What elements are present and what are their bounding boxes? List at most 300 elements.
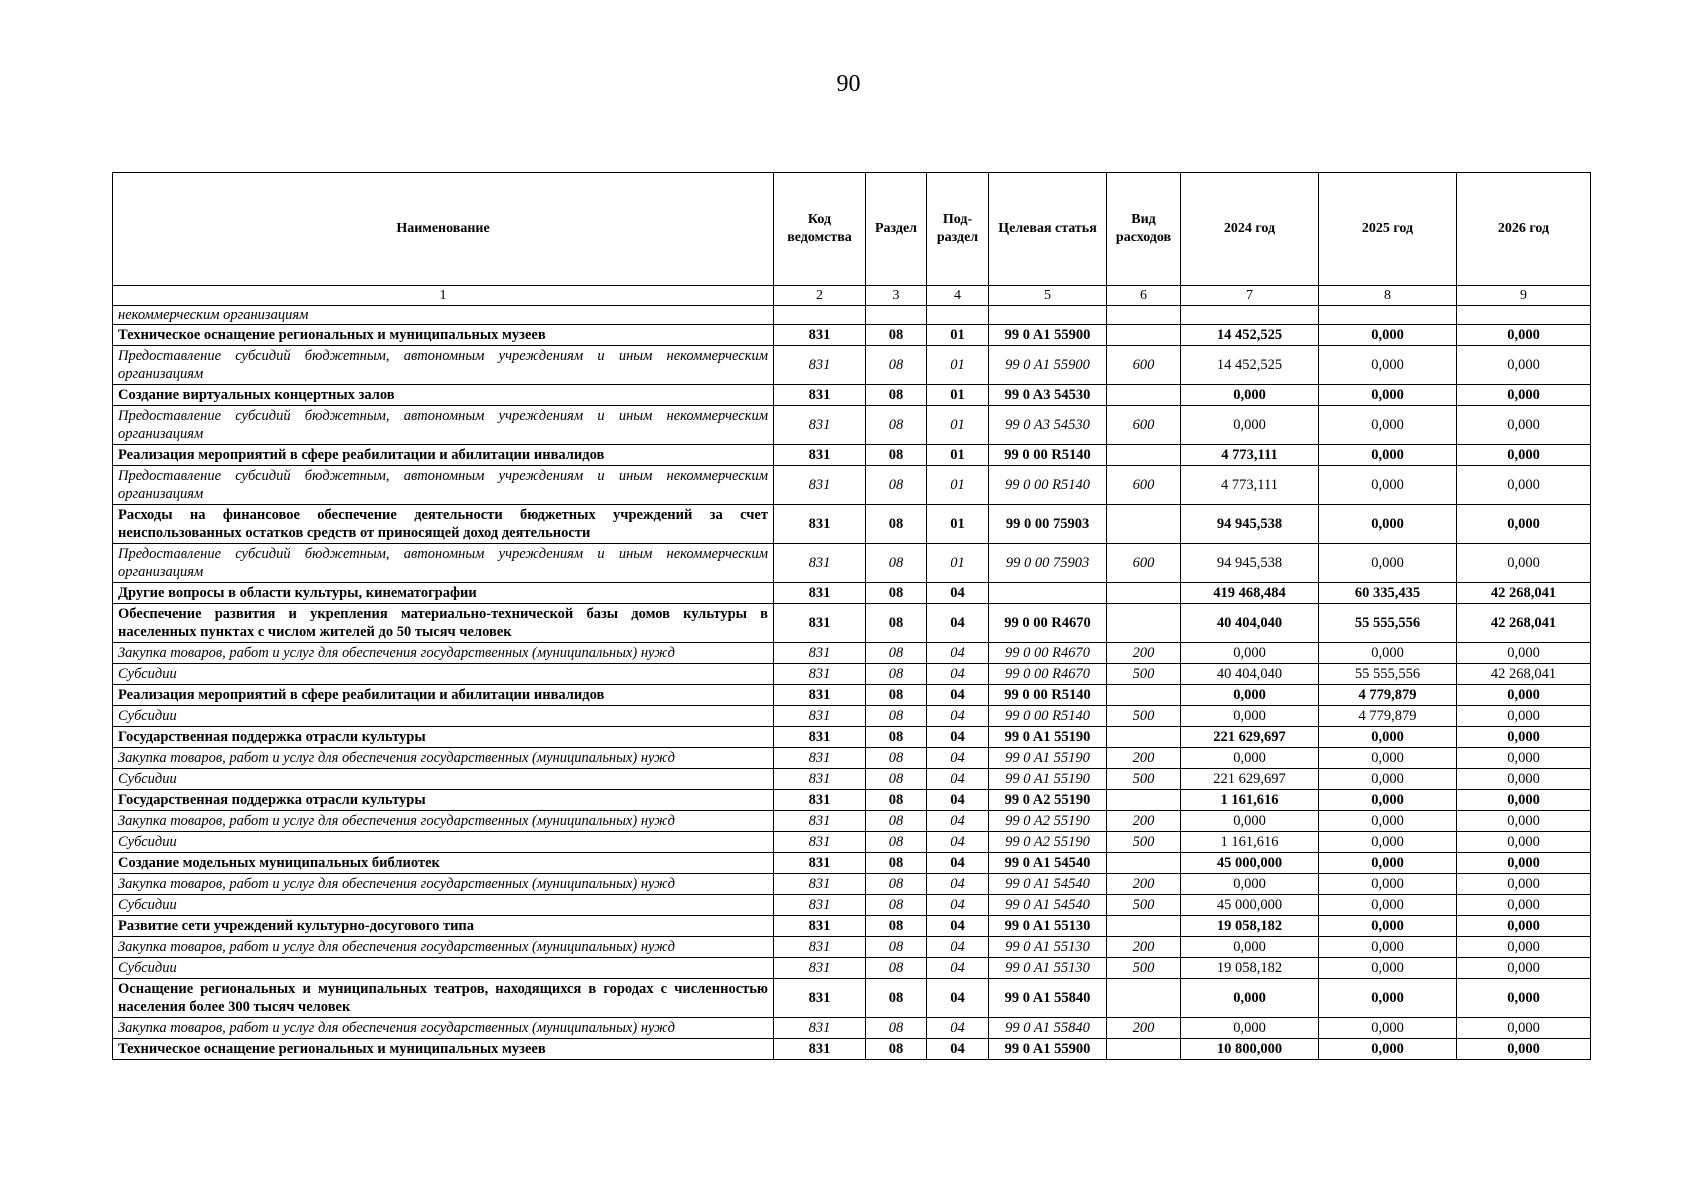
row-subsection-cell: 04: [927, 916, 989, 937]
row-subsection-cell: 01: [927, 544, 989, 583]
row-amount-2026-cell: 0,000: [1457, 853, 1591, 874]
row-target-article-cell: 99 0 00 R5140: [989, 466, 1107, 505]
row-amount-2024-cell: 0,000: [1181, 937, 1319, 958]
row-amount-2025-cell: 60 335,435: [1319, 583, 1457, 604]
row-name-cell: Оснащение региональных и муниципальных театров, находящихся в городах с численностью населения более 300 тысяч человек: [113, 979, 774, 1018]
row-amount-2025-cell: 0,000: [1319, 325, 1457, 346]
row-amount-2025-cell: 0,000: [1319, 748, 1457, 769]
row-name-cell: Субсидии: [113, 895, 774, 916]
row-amount-2024-cell: 19 058,182: [1181, 916, 1319, 937]
column-number: 7: [1181, 286, 1319, 306]
row-name-cell: Реализация мероприятий в сфере реабилитации и абилитации инвалидов: [113, 445, 774, 466]
row-target-article-cell: [989, 583, 1107, 604]
row-name-cell: Техническое оснащение региональных и муниципальных музеев: [113, 1039, 774, 1060]
row-expense-type-cell: [1107, 979, 1181, 1018]
column-number: 4: [927, 286, 989, 306]
table-body: [113, 306, 1591, 1060]
row-amount-2024-cell: 1 161,616: [1181, 832, 1319, 853]
row-expense-type-cell: 200: [1107, 811, 1181, 832]
header-row: [113, 173, 1591, 286]
row-code-cell: [774, 306, 866, 325]
row-section-cell: 08: [866, 643, 927, 664]
row-amount-2025-cell: 0,000: [1319, 874, 1457, 895]
row-expense-type-cell: [1107, 445, 1181, 466]
header-expense-type: Вид расходов: [1107, 173, 1181, 286]
row-section-cell: 08: [866, 874, 927, 895]
row-amount-2026-cell: 0,000: [1457, 1039, 1591, 1060]
row-name-cell: Закупка товаров, работ и услуг для обеспечения государственных (муниципальных) нужд: [113, 811, 774, 832]
row-name-cell: Закупка товаров, работ и услуг для обеспечения государственных (муниципальных) нужд: [113, 748, 774, 769]
row-amount-2026-cell: 0,000: [1457, 916, 1591, 937]
row-name-cell: Создание виртуальных концертных залов: [113, 385, 774, 406]
table-row: [113, 643, 1591, 664]
row-section-cell: 08: [866, 727, 927, 748]
row-amount-2026-cell: 0,000: [1457, 727, 1591, 748]
row-subsection-cell: 01: [927, 406, 989, 445]
row-amount-2026-cell: 0,000: [1457, 706, 1591, 727]
row-code-cell: 831: [774, 874, 866, 895]
row-section-cell: 08: [866, 790, 927, 811]
row-subsection-cell: 04: [927, 583, 989, 604]
row-subsection-cell: [927, 306, 989, 325]
column-number: 3: [866, 286, 927, 306]
row-target-article-cell: 99 0 A1 55840: [989, 1018, 1107, 1039]
table-row: [113, 874, 1591, 895]
table-row: [113, 748, 1591, 769]
row-amount-2024-cell: 1 161,616: [1181, 790, 1319, 811]
row-amount-2025-cell: 0,000: [1319, 643, 1457, 664]
row-section-cell: 08: [866, 1018, 927, 1039]
row-name-cell: Техническое оснащение региональных и муниципальных музеев: [113, 325, 774, 346]
column-number: 1: [113, 286, 774, 306]
row-amount-2025-cell: 0,000: [1319, 979, 1457, 1018]
row-section-cell: 08: [866, 685, 927, 706]
row-code-cell: 831: [774, 916, 866, 937]
row-section-cell: 08: [866, 604, 927, 643]
row-section-cell: 08: [866, 385, 927, 406]
row-amount-2024-cell: 419 468,484: [1181, 583, 1319, 604]
row-amount-2024-cell: 0,000: [1181, 706, 1319, 727]
row-target-article-cell: 99 0 A1 55900: [989, 1039, 1107, 1060]
row-code-cell: 831: [774, 1018, 866, 1039]
row-target-article-cell: 99 0 A2 55190: [989, 832, 1107, 853]
row-amount-2026-cell: 0,000: [1457, 505, 1591, 544]
row-amount-2026-cell: 0,000: [1457, 325, 1591, 346]
row-amount-2024-cell: 14 452,525: [1181, 325, 1319, 346]
row-name-cell: Предоставление субсидий бюджетным, автономным учреждениям и иным некоммерческим организациям: [113, 544, 774, 583]
row-expense-type-cell: [1107, 685, 1181, 706]
row-amount-2024-cell: 94 945,538: [1181, 544, 1319, 583]
column-number: 9: [1457, 286, 1591, 306]
row-expense-type-cell: 200: [1107, 874, 1181, 895]
row-amount-2025-cell: 0,000: [1319, 445, 1457, 466]
row-subsection-cell: 01: [927, 385, 989, 406]
row-amount-2025-cell: 0,000: [1319, 916, 1457, 937]
row-section-cell: 08: [866, 346, 927, 385]
table-row: [113, 1039, 1591, 1060]
row-section-cell: 08: [866, 811, 927, 832]
row-target-article-cell: 99 0 00 R5140: [989, 445, 1107, 466]
row-amount-2024-cell: 4 773,111: [1181, 466, 1319, 505]
row-target-article-cell: 99 0 00 R5140: [989, 706, 1107, 727]
row-expense-type-cell: [1107, 505, 1181, 544]
row-expense-type-cell: 500: [1107, 958, 1181, 979]
row-subsection-cell: 04: [927, 727, 989, 748]
row-amount-2026-cell: 0,000: [1457, 643, 1591, 664]
table-row: [113, 832, 1591, 853]
row-amount-2024-cell: [1181, 306, 1319, 325]
row-amount-2026-cell: 0,000: [1457, 466, 1591, 505]
row-subsection-cell: 01: [927, 445, 989, 466]
row-subsection-cell: 04: [927, 1039, 989, 1060]
row-target-article-cell: 99 0 A1 55130: [989, 916, 1107, 937]
row-code-cell: 831: [774, 895, 866, 916]
row-amount-2025-cell: 0,000: [1319, 1039, 1457, 1060]
table-row: [113, 406, 1591, 445]
row-name-cell: Субсидии: [113, 706, 774, 727]
row-amount-2024-cell: 19 058,182: [1181, 958, 1319, 979]
table-row: [113, 895, 1591, 916]
row-expense-type-cell: [1107, 790, 1181, 811]
row-target-article-cell: 99 0 A1 55190: [989, 727, 1107, 748]
row-section-cell: 08: [866, 583, 927, 604]
row-expense-type-cell: 200: [1107, 748, 1181, 769]
row-section-cell: 08: [866, 895, 927, 916]
row-amount-2024-cell: 40 404,040: [1181, 604, 1319, 643]
row-amount-2024-cell: 221 629,697: [1181, 727, 1319, 748]
row-amount-2026-cell: 0,000: [1457, 685, 1591, 706]
row-name-cell: Субсидии: [113, 769, 774, 790]
row-section-cell: 08: [866, 1039, 927, 1060]
row-code-cell: 831: [774, 1039, 866, 1060]
row-expense-type-cell: 600: [1107, 346, 1181, 385]
row-name-cell: Обеспечение развития и укрепления материально-технической базы домов культуры в населенных пунктах с числом жителей до 50 тысяч человек: [113, 604, 774, 643]
row-expense-type-cell: [1107, 916, 1181, 937]
table-row: [113, 727, 1591, 748]
row-section-cell: 08: [866, 916, 927, 937]
row-code-cell: 831: [774, 406, 866, 445]
row-target-article-cell: 99 0 A1 55130: [989, 937, 1107, 958]
row-name-cell: Предоставление субсидий бюджетным, автономным учреждениям и иным некоммерческим организациям: [113, 466, 774, 505]
row-amount-2025-cell: 0,000: [1319, 727, 1457, 748]
row-code-cell: 831: [774, 385, 866, 406]
row-amount-2026-cell: 0,000: [1457, 748, 1591, 769]
row-section-cell: 08: [866, 445, 927, 466]
header-year-2025: 2025 год: [1319, 173, 1457, 286]
row-amount-2024-cell: 0,000: [1181, 1018, 1319, 1039]
table-row: [113, 769, 1591, 790]
row-expense-type-cell: [1107, 385, 1181, 406]
row-subsection-cell: 04: [927, 604, 989, 643]
row-target-article-cell: 99 0 A1 55190: [989, 769, 1107, 790]
row-amount-2026-cell: 0,000: [1457, 790, 1591, 811]
row-code-cell: 831: [774, 685, 866, 706]
row-amount-2024-cell: 45 000,000: [1181, 895, 1319, 916]
header-year-2026: 2026 год: [1457, 173, 1591, 286]
header-section: Раздел: [866, 173, 927, 286]
row-target-article-cell: 99 0 00 R5140: [989, 685, 1107, 706]
row-amount-2025-cell: 0,000: [1319, 385, 1457, 406]
header-year-2024: 2024 год: [1181, 173, 1319, 286]
row-amount-2026-cell: 0,000: [1457, 1018, 1591, 1039]
row-section-cell: 08: [866, 853, 927, 874]
row-name-cell: Субсидии: [113, 958, 774, 979]
row-amount-2025-cell: 0,000: [1319, 1018, 1457, 1039]
row-subsection-cell: 04: [927, 748, 989, 769]
row-name-cell: Закупка товаров, работ и услуг для обеспечения государственных (муниципальных) нужд: [113, 643, 774, 664]
row-name-cell: Создание модельных муниципальных библиотек: [113, 853, 774, 874]
row-code-cell: 831: [774, 748, 866, 769]
row-code-cell: 831: [774, 544, 866, 583]
row-code-cell: 831: [774, 958, 866, 979]
row-code-cell: 831: [774, 769, 866, 790]
row-name-cell: Субсидии: [113, 664, 774, 685]
table-row: [113, 979, 1591, 1018]
table-row: [113, 811, 1591, 832]
row-code-cell: 831: [774, 937, 866, 958]
row-target-article-cell: 99 0 A3 54530: [989, 406, 1107, 445]
table-row: [113, 853, 1591, 874]
row-target-article-cell: 99 0 A1 55840: [989, 979, 1107, 1018]
row-amount-2025-cell: 0,000: [1319, 895, 1457, 916]
row-amount-2026-cell: 0,000: [1457, 958, 1591, 979]
row-code-cell: 831: [774, 979, 866, 1018]
row-section-cell: 08: [866, 748, 927, 769]
table-row: [113, 385, 1591, 406]
row-name-cell: Государственная поддержка отрасли культуры: [113, 790, 774, 811]
row-amount-2026-cell: 0,000: [1457, 385, 1591, 406]
row-amount-2026-cell: 0,000: [1457, 874, 1591, 895]
row-code-cell: 831: [774, 790, 866, 811]
row-subsection-cell: 04: [927, 937, 989, 958]
row-amount-2025-cell: 0,000: [1319, 346, 1457, 385]
column-number: 5: [989, 286, 1107, 306]
row-amount-2025-cell: 0,000: [1319, 769, 1457, 790]
row-code-cell: 831: [774, 466, 866, 505]
row-target-article-cell: 99 0 00 75903: [989, 505, 1107, 544]
table-header: [113, 173, 1591, 306]
row-code-cell: 831: [774, 853, 866, 874]
row-name-cell: Субсидии: [113, 832, 774, 853]
row-amount-2024-cell: 0,000: [1181, 685, 1319, 706]
row-expense-type-cell: 500: [1107, 832, 1181, 853]
row-target-article-cell: 99 0 A1 54540: [989, 874, 1107, 895]
table-row: [113, 1018, 1591, 1039]
row-expense-type-cell: [1107, 1039, 1181, 1060]
row-code-cell: 831: [774, 346, 866, 385]
row-amount-2024-cell: 0,000: [1181, 406, 1319, 445]
column-number-row: [113, 286, 1591, 306]
row-amount-2025-cell: 0,000: [1319, 832, 1457, 853]
row-amount-2025-cell: 55 555,556: [1319, 664, 1457, 685]
row-expense-type-cell: [1107, 325, 1181, 346]
row-amount-2026-cell: 42 268,041: [1457, 664, 1591, 685]
row-subsection-cell: 04: [927, 790, 989, 811]
row-amount-2025-cell: 0,000: [1319, 958, 1457, 979]
row-expense-type-cell: 200: [1107, 937, 1181, 958]
column-number: 8: [1319, 286, 1457, 306]
row-subsection-cell: 04: [927, 1018, 989, 1039]
row-section-cell: 08: [866, 466, 927, 505]
row-subsection-cell: 01: [927, 325, 989, 346]
row-amount-2025-cell: 0,000: [1319, 466, 1457, 505]
row-code-cell: 831: [774, 643, 866, 664]
row-code-cell: 831: [774, 583, 866, 604]
row-amount-2024-cell: 40 404,040: [1181, 664, 1319, 685]
row-expense-type-cell: 600: [1107, 406, 1181, 445]
row-amount-2024-cell: 45 000,000: [1181, 853, 1319, 874]
table-row: [113, 604, 1591, 643]
row-target-article-cell: 99 0 A3 54530: [989, 385, 1107, 406]
row-expense-type-cell: [1107, 604, 1181, 643]
row-name-cell: Развитие сети учреждений культурно-досугового типа: [113, 916, 774, 937]
row-amount-2024-cell: 0,000: [1181, 874, 1319, 895]
row-amount-2025-cell: [1319, 306, 1457, 325]
row-name-cell: Закупка товаров, работ и услуг для обеспечения государственных (муниципальных) нужд: [113, 874, 774, 895]
row-section-cell: 08: [866, 958, 927, 979]
row-section-cell: [866, 306, 927, 325]
row-amount-2025-cell: 0,000: [1319, 544, 1457, 583]
row-target-article-cell: 99 0 A2 55190: [989, 790, 1107, 811]
table-row: [113, 466, 1591, 505]
row-target-article-cell: 99 0 A1 54540: [989, 853, 1107, 874]
row-amount-2025-cell: 4 779,879: [1319, 706, 1457, 727]
row-amount-2026-cell: 0,000: [1457, 346, 1591, 385]
row-amount-2026-cell: 42 268,041: [1457, 583, 1591, 604]
row-subsection-cell: 04: [927, 874, 989, 895]
table-row: [113, 583, 1591, 604]
row-subsection-cell: 04: [927, 832, 989, 853]
table-row: [113, 346, 1591, 385]
row-amount-2025-cell: 0,000: [1319, 811, 1457, 832]
row-amount-2026-cell: 0,000: [1457, 406, 1591, 445]
row-expense-type-cell: 200: [1107, 643, 1181, 664]
row-target-article-cell: 99 0 00 R4670: [989, 664, 1107, 685]
row-amount-2025-cell: 0,000: [1319, 406, 1457, 445]
row-subsection-cell: 04: [927, 811, 989, 832]
row-expense-type-cell: 500: [1107, 664, 1181, 685]
row-target-article-cell: 99 0 A2 55190: [989, 811, 1107, 832]
table-row: [113, 790, 1591, 811]
row-section-cell: 08: [866, 406, 927, 445]
row-name-cell: Предоставление субсидий бюджетным, автономным учреждениям и иным некоммерческим организациям: [113, 346, 774, 385]
table-row: [113, 706, 1591, 727]
header-target-article: Целевая статья: [989, 173, 1107, 286]
row-expense-type-cell: 600: [1107, 466, 1181, 505]
row-code-cell: 831: [774, 811, 866, 832]
row-subsection-cell: 04: [927, 706, 989, 727]
row-amount-2025-cell: 0,000: [1319, 853, 1457, 874]
row-target-article-cell: 99 0 A1 55900: [989, 346, 1107, 385]
row-expense-type-cell: [1107, 853, 1181, 874]
row-code-cell: 831: [774, 832, 866, 853]
table-row: [113, 958, 1591, 979]
row-target-article-cell: [989, 306, 1107, 325]
row-section-cell: 08: [866, 979, 927, 1018]
row-subsection-cell: 01: [927, 346, 989, 385]
row-expense-type-cell: 500: [1107, 769, 1181, 790]
table-row: [113, 306, 1591, 325]
row-code-cell: 831: [774, 445, 866, 466]
row-expense-type-cell: [1107, 306, 1181, 325]
row-target-article-cell: 99 0 00 R4670: [989, 604, 1107, 643]
row-code-cell: 831: [774, 664, 866, 685]
row-code-cell: 831: [774, 727, 866, 748]
page-number: 90: [836, 71, 861, 97]
row-target-article-cell: 99 0 A1 54540: [989, 895, 1107, 916]
row-code-cell: 831: [774, 706, 866, 727]
row-code-cell: 831: [774, 604, 866, 643]
row-code-cell: 831: [774, 325, 866, 346]
row-amount-2026-cell: [1457, 306, 1591, 325]
budget-table: [112, 172, 1591, 1060]
row-amount-2024-cell: 0,000: [1181, 979, 1319, 1018]
row-amount-2026-cell: 0,000: [1457, 445, 1591, 466]
row-amount-2026-cell: 42 268,041: [1457, 604, 1591, 643]
row-subsection-cell: 04: [927, 769, 989, 790]
row-expense-type-cell: 500: [1107, 895, 1181, 916]
row-expense-type-cell: [1107, 583, 1181, 604]
row-target-article-cell: 99 0 00 R4670: [989, 643, 1107, 664]
row-name-cell: некоммерческим организациям: [113, 306, 774, 325]
table-row: [113, 325, 1591, 346]
table-row: [113, 685, 1591, 706]
row-amount-2026-cell: 0,000: [1457, 895, 1591, 916]
row-amount-2026-cell: 0,000: [1457, 811, 1591, 832]
row-amount-2026-cell: 0,000: [1457, 979, 1591, 1018]
row-amount-2025-cell: 0,000: [1319, 505, 1457, 544]
row-name-cell: Реализация мероприятий в сфере реабилитации и абилитации инвалидов: [113, 685, 774, 706]
row-subsection-cell: 04: [927, 895, 989, 916]
row-expense-type-cell: 500: [1107, 706, 1181, 727]
row-target-article-cell: 99 0 A1 55900: [989, 325, 1107, 346]
row-expense-type-cell: [1107, 727, 1181, 748]
row-section-cell: 08: [866, 544, 927, 583]
row-subsection-cell: 04: [927, 685, 989, 706]
column-number: 2: [774, 286, 866, 306]
row-subsection-cell: 04: [927, 958, 989, 979]
row-target-article-cell: 99 0 00 75903: [989, 544, 1107, 583]
row-amount-2024-cell: 94 945,538: [1181, 505, 1319, 544]
row-amount-2024-cell: 0,000: [1181, 748, 1319, 769]
row-subsection-cell: 04: [927, 853, 989, 874]
table-row: [113, 505, 1591, 544]
table-row: [113, 664, 1591, 685]
header-name: Наименование: [113, 173, 774, 286]
row-amount-2024-cell: 14 452,525: [1181, 346, 1319, 385]
row-amount-2024-cell: 221 629,697: [1181, 769, 1319, 790]
row-subsection-cell: 04: [927, 664, 989, 685]
row-amount-2024-cell: 0,000: [1181, 385, 1319, 406]
row-section-cell: 08: [866, 706, 927, 727]
row-target-article-cell: 99 0 A1 55130: [989, 958, 1107, 979]
row-amount-2024-cell: 0,000: [1181, 643, 1319, 664]
column-number: 6: [1107, 286, 1181, 306]
row-name-cell: Закупка товаров, работ и услуг для обеспечения государственных (муниципальных) нужд: [113, 937, 774, 958]
row-amount-2025-cell: 55 555,556: [1319, 604, 1457, 643]
row-section-cell: 08: [866, 937, 927, 958]
row-section-cell: 08: [866, 505, 927, 544]
row-amount-2026-cell: 0,000: [1457, 832, 1591, 853]
row-amount-2025-cell: 0,000: [1319, 937, 1457, 958]
row-name-cell: Государственная поддержка отрасли культуры: [113, 727, 774, 748]
table-row: [113, 937, 1591, 958]
row-section-cell: 08: [866, 664, 927, 685]
header-code: Код ведомства: [774, 173, 866, 286]
row-subsection-cell: 01: [927, 505, 989, 544]
row-name-cell: Закупка товаров, работ и услуг для обеспечения государственных (муниципальных) нужд: [113, 1018, 774, 1039]
row-name-cell: Расходы на финансовое обеспечение деятельности бюджетных учреждений за счет неиспользованных остатков средств от приносящей доход деятельности: [113, 505, 774, 544]
